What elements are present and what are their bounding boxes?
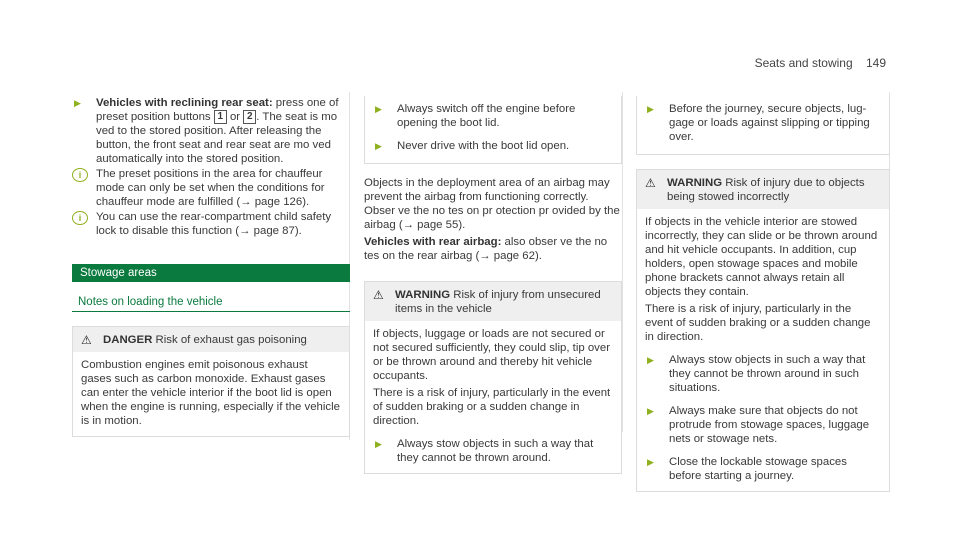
triangle-right-icon: ▶ [375,439,382,449]
warning-triangle-icon: ⚠ [81,333,92,348]
triangle-right-icon: ▶ [375,104,382,114]
step-item: ▶ Before the journey, secure objects, luggage or loads against slipping or tipping over. [647,103,870,143]
danger-box: ⚠ DANGER Risk of exhaust gas poisoning Combustion engines emit poisonous exhaust gases such as carbon monoxide. Exhaust gases can enter the vehicle interior if the boot lid is open when the engine is running, especially if the vehicle is in motion. [72,326,350,437]
warning-box: ⚠ WARNING Risk of injury due to objects being stowed incorrectly If objects in the vehicle interior are stowed incorrectly, they can slide or be thrown around and hit vehicle occupants. In addition, cup holders, open stowage spaces and mobile phone brackets cannot always retain all objects they contain. There is a risk of injury, particularly in the event of sudden braking or a sudden change in direction. ▶ Always stow objects in such a way that they cannot be thrown around in such situations. ▶ Always make sure that objects do not protrude from stowage spaces, luggage nets or stowage nets. ▶ Close the lockable stowage spaces before starting a journey. [636,169,890,492]
page-header [755,56,886,70]
danger-box-continued [364,96,622,164]
warning-box: ⚠ WARNING Risk of injury from unsecured items in the vehicle If objects, luggage or loads are not secured or not secured sufficiently, they could slip, tip over or be thrown around and thereby hit vehicle occupants. There is a risk of injury, particularly in the event of sudden braking or a sudden change in direction. ▶ Always stow objects in such a way that they cannot be thrown around. [364,281,622,474]
column-3 [636,96,890,492]
column-1 [72,96,350,437]
info-icon: i [72,211,88,225]
step-item: ▶ Always make sure that objects do not protrude from stowage spaces, luggage nets or stowage nets. [647,405,870,445]
step-item: ▶ Always switch off the engine before opening the boot lid. [375,103,576,129]
danger-text: Combustion engines emit poisonous exhaust gases such as carbon monoxide. Exhaust gases can enter the vehicle interior if the boot lid is open when the engine is running, especially if the vehicle is in motion. [81,359,340,428]
info-note: i You can use the rear-compartment child safety lock to disable this function (→ page 87). [72,210,350,238]
paragraph: Objects in the deployment area of an airbag may prevent the airbag from functioning correctly. Obser ve the no tes on pr otection pr ovided by the airbag (→ page 55). [364,177,620,231]
column-rule [622,92,623,432]
warning-triangle-icon: ⚠ [645,176,656,190]
step-item: ▶ Never drive with the boot lid open. [375,140,570,152]
warning-triangle-icon: ⚠ [373,288,384,302]
subsection-title: Notes on loading the vehicle [72,282,350,312]
step-item: ▶ Close the lockable stowage spaces before starting a journey. [647,456,847,482]
section-title: Stowage areas [72,264,350,282]
step-item: ▶ Always stow objects in such a way that they cannot be thrown around in such situations. [647,354,866,394]
running-header: Seats and stowing [754,56,853,70]
triangle-right-icon: ▶ [647,457,654,467]
triangle-right-icon: ▶ [647,104,654,114]
page-number: 149 [865,56,886,70]
triangle-right-icon: ▶ [647,355,654,365]
info-icon: i [72,168,88,182]
step-item: ▶ Always stow objects in such a way that they cannot be thrown around. [375,438,594,464]
warning-box-continued [636,96,890,155]
info-note: i The preset positions in the area for chauffeur mode can only be set when the conditions for chauffeur mode are fulfilled (→ page 126). [72,167,350,209]
triangle-right-icon: ▶ [375,141,382,151]
step-title: Vehicles with reclining rear seat: [96,97,273,109]
preset-key-2: 2 [243,110,256,124]
preset-key-1: 1 [214,110,227,124]
triangle-right-icon: ▶ [647,406,654,416]
step-item: ▶ Vehicles with reclining rear seat: press one of preset position buttons 1 or 2 . The seat is mo ved to the stored position. After releasing the button, the front seat and rear seat are mo ved automatically into the stored position. [74,97,339,166]
paragraph: Vehicles with rear airbag: also obser ve the no tes on the rear airbag (→ page 62). [364,236,608,262]
column-2 [364,96,622,474]
triangle-right-icon: ▶ [74,98,81,108]
